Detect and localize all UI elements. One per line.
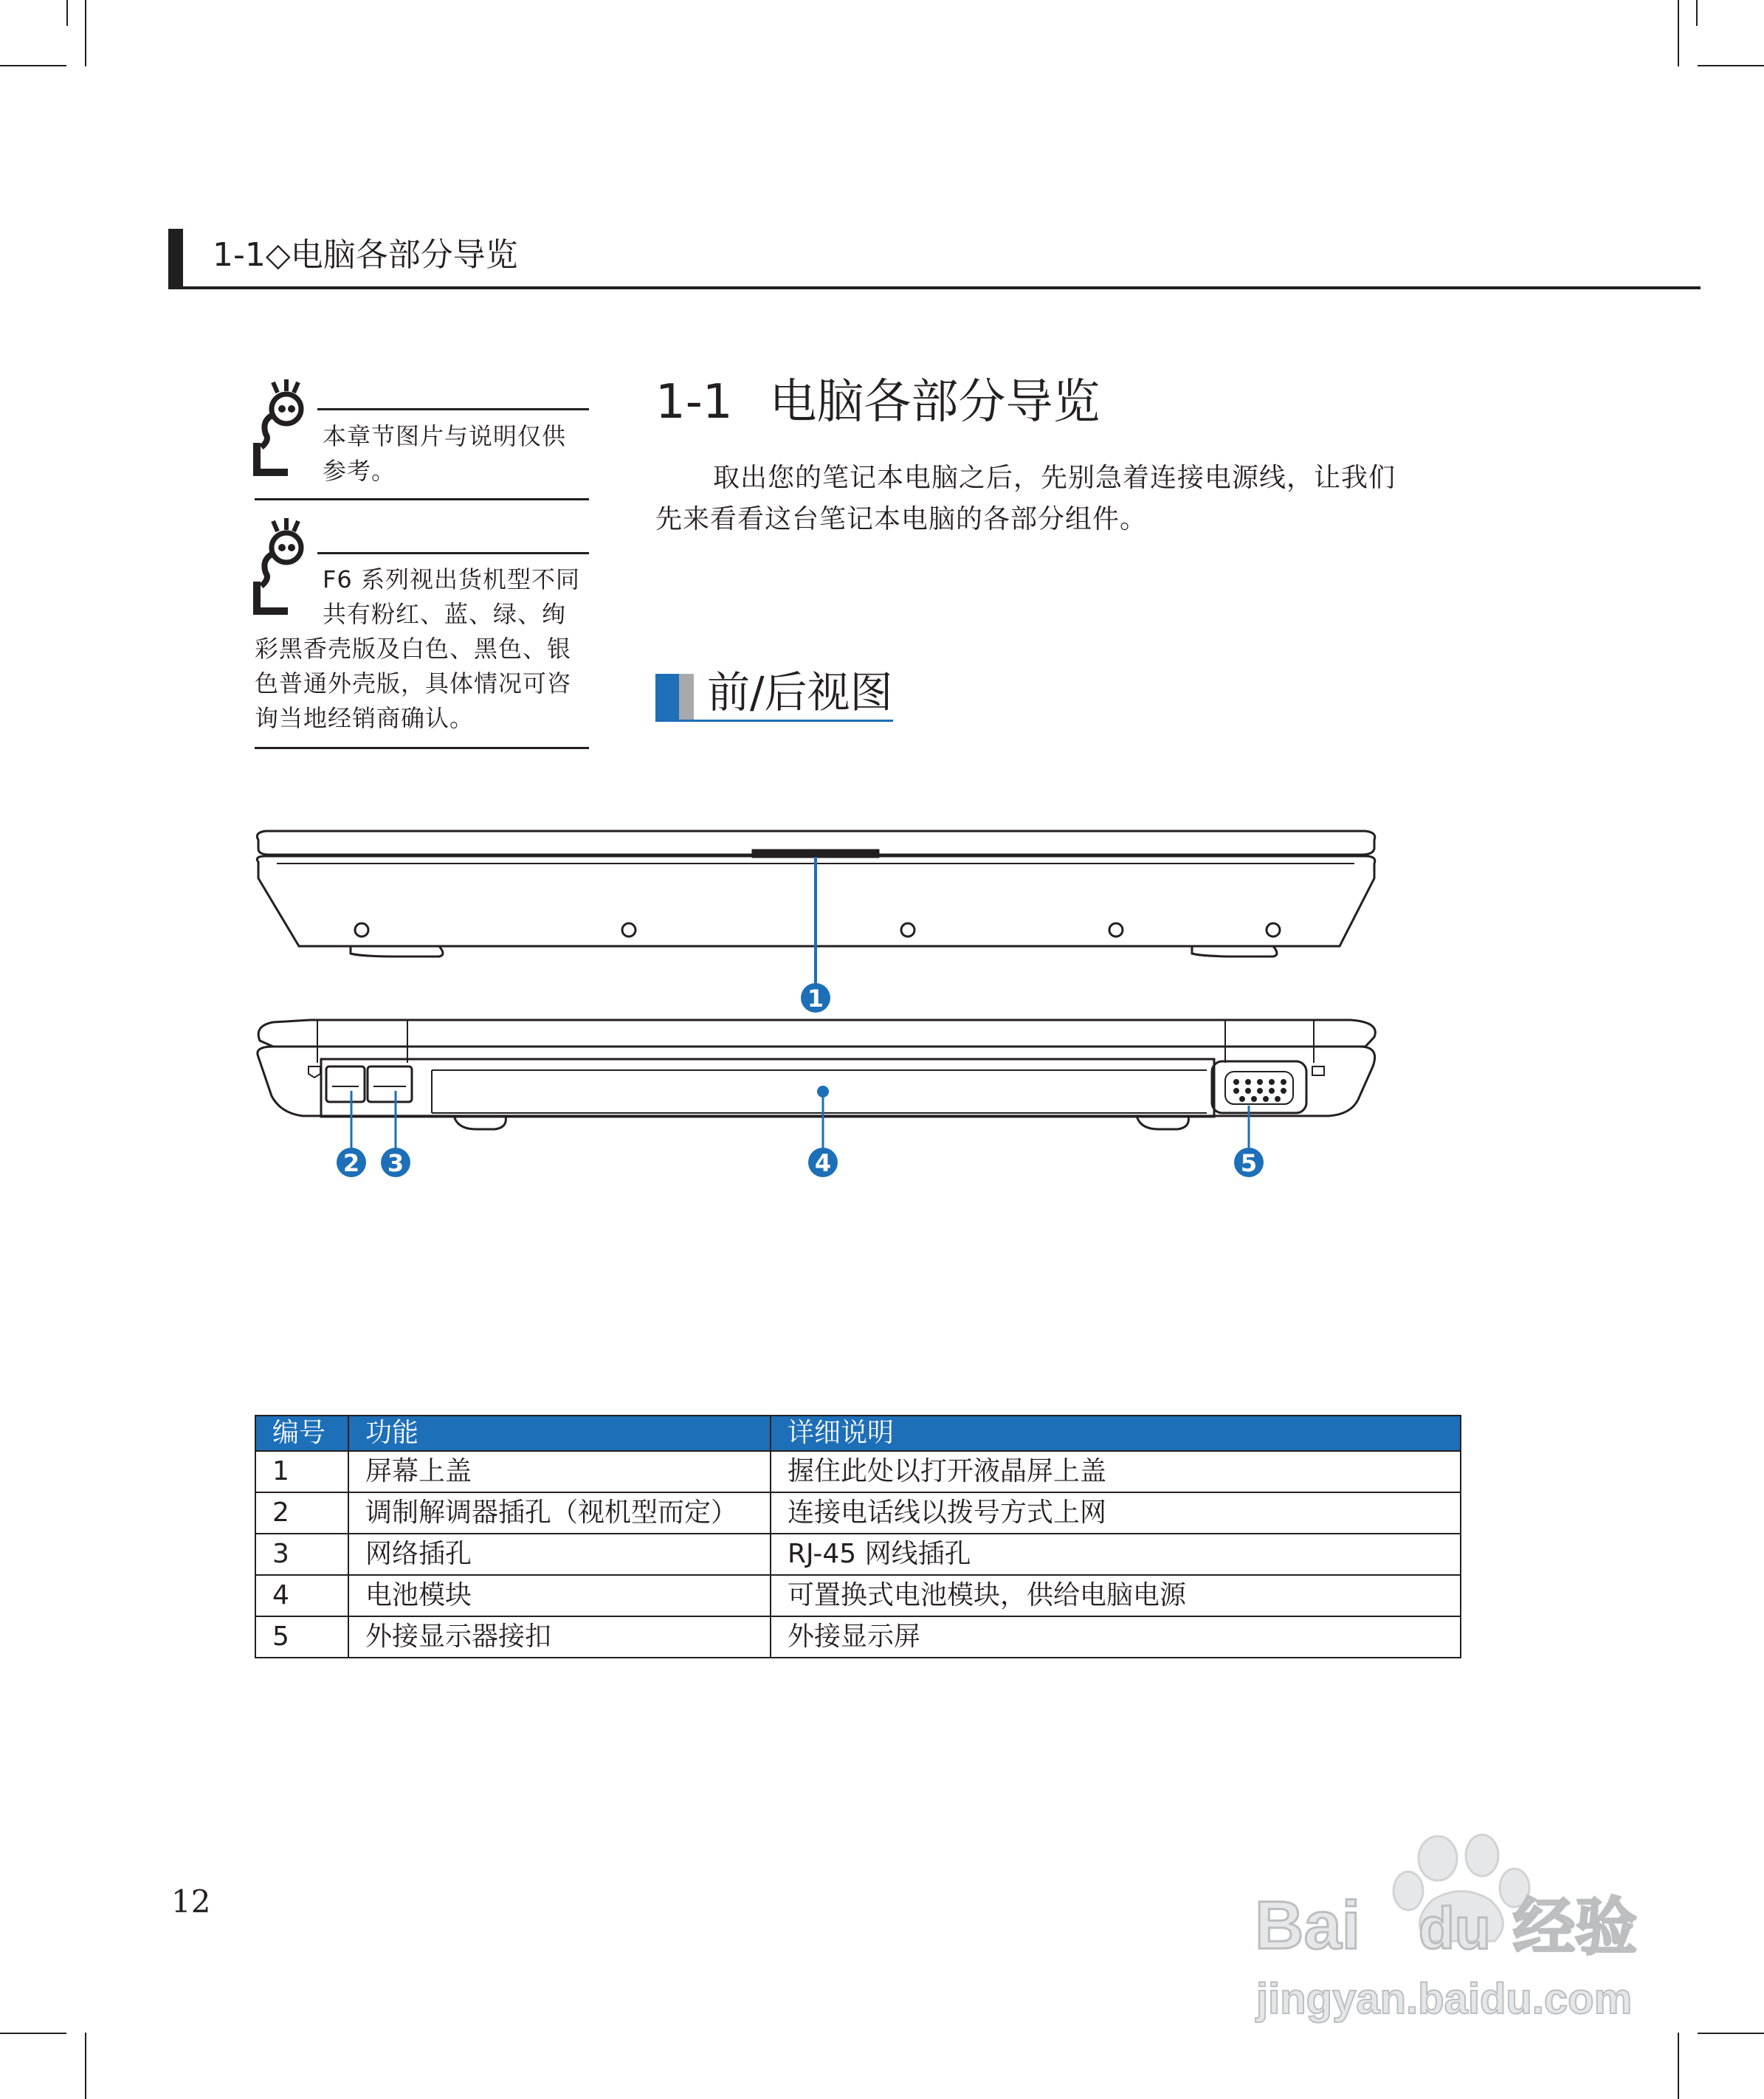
page-number: 12 [171,1883,211,1920]
table-header-function: 功能 [348,1416,771,1451]
table-cell: 屏幕上盖 [348,1451,771,1492]
section-marker-shade [679,674,694,720]
table-cell: 2 [255,1492,348,1534]
note-mascot-icon [251,376,317,476]
crop-mark [1696,0,1698,26]
callout-3: 3 [387,1149,404,1177]
watermark-brand-2: du [1419,1895,1491,1961]
section-title: 前/后视图 [707,667,893,717]
component-table [255,1415,1461,1658]
callouts [337,983,1264,1177]
section-rule [655,720,893,722]
crop-mark [66,0,68,26]
note-mascot-icon [251,515,317,615]
watermark-brand: Bai [1255,1888,1361,1963]
table-cell: 5 [255,1616,348,1658]
intro-paragraph-line-2: 先来看看这台笔记本电脑的各部分组件。 [655,504,1148,534]
table-cell: 可置换式电池模块，供给电脑电源 [771,1575,1461,1616]
table-cell: 调制解调器插孔（视机型而定） [348,1492,771,1534]
table-cell: 4 [255,1575,348,1616]
page-title [655,373,1100,432]
laptop-rear-view [258,1020,1375,1129]
table-cell: 连接电话线以拨号方式上网 [771,1492,1461,1534]
crop-mark [85,0,86,66]
table-cell: 3 [255,1534,348,1575]
table-header-row [255,1416,1461,1451]
table-row [255,1575,1461,1616]
table-cell: 网络插孔 [348,1534,771,1575]
table-cell: 外接显示器接扣 [348,1616,771,1658]
page-title-text: 电脑各部分导览 [769,375,1100,430]
header-rule [168,286,1701,289]
crop-mark [0,2033,66,2034]
note-2-line-4: 色普通外壳版，具体情况可咨 [255,669,572,697]
table-header-number: 编号 [255,1416,348,1451]
callout-1: 1 [807,985,824,1013]
table-cell: 外接显示屏 [771,1616,1461,1658]
table-row [255,1616,1461,1658]
note-2-line-5: 询当地经销商确认。 [255,704,475,732]
note-2-line-1: F6 系列视出货机型不同 [323,565,580,593]
page-title-number: 1-1 [655,375,733,430]
callout-2: 2 [342,1149,360,1177]
crop-mark [85,2033,86,2099]
watermark-url: jingyan.baidu.com [1256,1975,1633,2023]
running-header-title: 1-1◇电脑各部分导览 [213,236,518,274]
table-cell: 握住此处以打开液晶屏上盖 [771,1451,1461,1492]
crop-mark [1678,2033,1679,2099]
note-rule [317,552,589,554]
table-cell: 1 [255,1451,348,1492]
note-divider [255,498,589,500]
table-cell: RJ-45 网线插孔 [771,1534,1461,1575]
note-divider [255,747,589,749]
table-header-description: 详细说明 [771,1416,1461,1451]
laptop-front-rear-diagram [244,812,1395,1284]
section-marker [655,674,679,720]
callout-5: 5 [1240,1149,1258,1177]
table-row [255,1534,1461,1575]
note-1-line-1: 本章节图片与说明仅供 [323,422,567,450]
note-1-line-2: 参考。 [323,457,396,485]
note-rule [317,408,589,410]
note-2-line-3: 彩黑香壳版及白色、黑色、银 [255,635,572,663]
crop-mark [1678,0,1679,66]
crop-mark [0,65,66,66]
note-2-line-2: 共有粉红、蓝、绿、绚 [323,600,567,628]
watermark-cn: 经验 [1513,1891,1638,1963]
table-row [255,1451,1461,1492]
callout-4: 4 [814,1149,832,1177]
baidu-jingyan-watermark [1247,1830,1661,2037]
intro-paragraph-line-1: 取出您的笔记本电脑之后，先别急着连接电源线，让我们 [713,463,1396,493]
crop-mark [1698,2033,1764,2034]
table-row [255,1492,1461,1534]
table-cell: 电池模块 [348,1575,771,1616]
crop-mark [1698,65,1764,66]
header-bar [168,229,183,289]
